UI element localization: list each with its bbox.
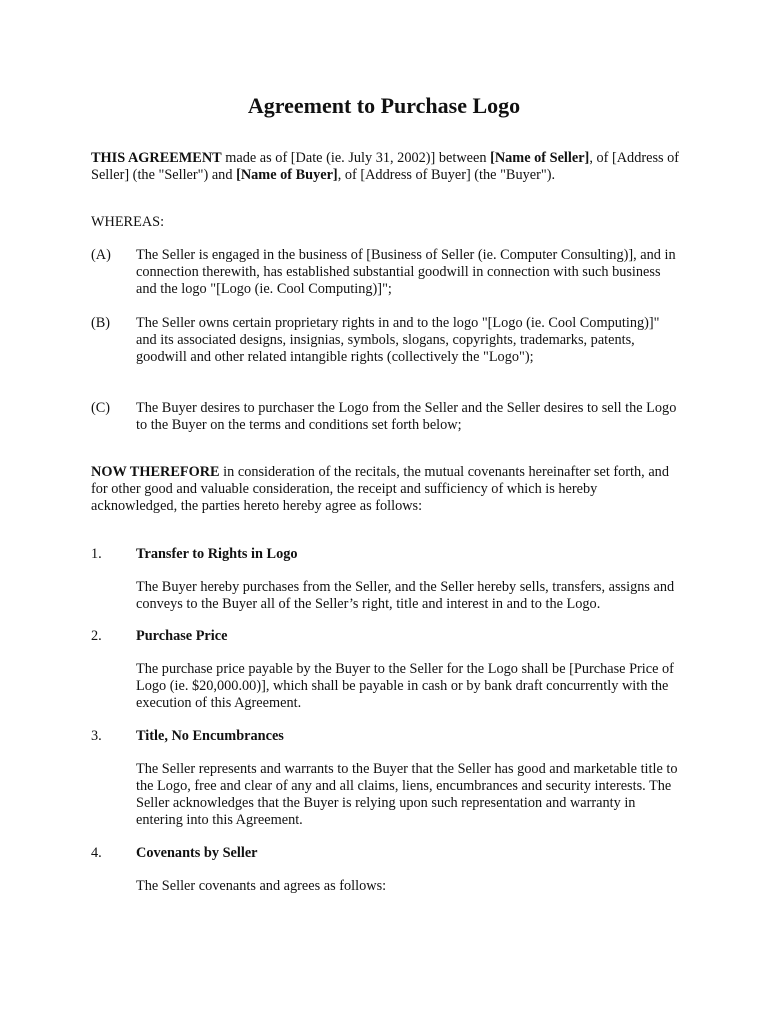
recital-text: The Buyer desires to purchaser the Logo from the Seller and the Seller desires to sell the Logo to the Buyer on the terms and conditions set forth below;: [136, 400, 677, 433]
buyer-name-placeholder: [Name of Buyer]: [236, 167, 338, 183]
recital-label: (A): [91, 247, 111, 263]
section-heading: Transfer to Rights in Logo: [136, 546, 298, 562]
recital-label: (C): [91, 400, 111, 416]
recital-label: (B): [91, 315, 111, 331]
now-therefore-lead: NOW THEREFORE: [91, 464, 220, 480]
section-body: The purchase price payable by the Buyer to the Seller for the Logo shall be [Purchase Price of Logo (ie. $20,000.00)], which shall be payable in cash or by bank draft concurrently with the execution of this Agreement.: [136, 661, 674, 711]
section-heading: Title, No Encumbrances: [136, 728, 284, 744]
whereas-heading: [91, 214, 681, 231]
intro-lead: THIS AGREEMENT: [91, 150, 222, 166]
intro-paragraph: [91, 150, 681, 184]
section-heading: Purchase Price: [136, 628, 228, 644]
recital-text: The Seller is engaged in the business of [Business of Seller (ie. Computer Consulting)], and in connection therewith, has established substantial goodwill in connection with such business and the logo "[Logo (ie. Cool Computing)]";: [136, 247, 676, 297]
recital-text: The Seller owns certain proprietary rights in and to the logo "[Logo (ie. Cool Computing)]" and its associated designs, insignias, symbols, slogans, copyrights, trademarks, patents, goodwill and other related intangible rights (collectively the "Logo");: [136, 315, 660, 365]
intro-text-1: made as of [Date (ie. July 31, 2002)] between: [221, 150, 491, 166]
section-body: The Seller covenants and agrees as follows:: [136, 878, 387, 894]
seller-name-placeholder: [Name of Seller]: [490, 150, 590, 166]
intro-text-3: , of [Address of Buyer] (the "Buyer").: [337, 167, 556, 183]
section-body: The Seller represents and warrants to the Buyer that the Seller has good and marketable title to the Logo, free and clear of any and all claims, liens, encumbrances and security interests. The Seller acknowledges that the Buyer is relying upon such representation and warranty in entering into this Agreement.: [136, 761, 678, 828]
document-title: Agreement to Purchase Logo: [247, 93, 521, 118]
section-heading: Covenants by Seller: [136, 845, 258, 861]
section-body: The Buyer hereby purchases from the Seller, and the Seller hereby sells, transfers, assigns and conveys to the Buyer all of the Seller’s right, title and interest in and to the Logo.: [136, 579, 675, 612]
now-therefore-text: in consideration of the recitals, the mutual covenants hereinafter set forth, and for other good and valuable consideration, the receipt and sufficiency of which is hereby acknowledged, the parties hereto hereby agree as follows:: [91, 464, 669, 514]
now-therefore-paragraph: [91, 464, 681, 515]
whereas-colon: :: [160, 214, 165, 230]
section-number: 3.: [91, 728, 102, 744]
section-number: 1.: [91, 546, 102, 562]
intro-text-2: , of [Address of Seller] (the "Seller") and: [91, 150, 680, 183]
section-number: 4.: [91, 845, 102, 861]
section-number: 2.: [91, 628, 102, 644]
whereas-label: WHEREAS: [91, 214, 161, 230]
